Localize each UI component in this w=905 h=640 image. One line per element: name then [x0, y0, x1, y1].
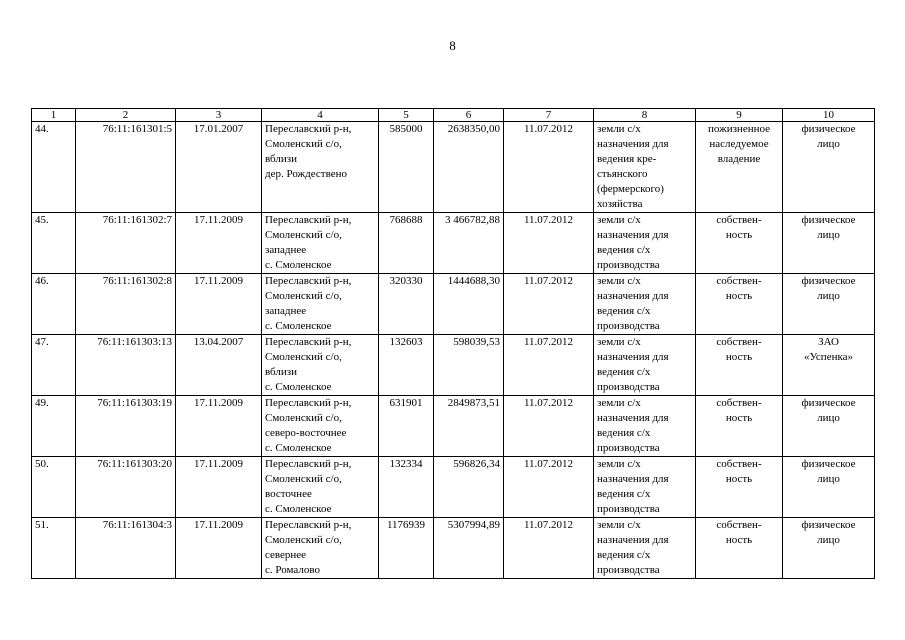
cell-line: владение — [717, 153, 761, 165]
cell-right — [696, 396, 783, 457]
cell-line: Переславский р-н, — [265, 123, 352, 135]
cell-line: назначения для — [597, 412, 669, 424]
cell-right — [696, 274, 783, 335]
cell-value: 598039,53 — [434, 335, 504, 396]
cell-value: 1444688,30 — [434, 274, 504, 335]
cell-line: западнее — [265, 305, 307, 317]
cell-line: производства — [597, 320, 660, 332]
cell-cadastral: 76:11:161303:13 — [76, 335, 176, 396]
cell-line: лицо — [817, 229, 840, 241]
cell-no: 44. — [32, 122, 76, 213]
cell-date: 17.11.2009 — [176, 457, 262, 518]
cell-line: ведения с/х — [597, 549, 651, 561]
cell-line: стьянского — [597, 168, 648, 180]
cell-line: лицо — [817, 290, 840, 302]
cell-line: производства — [597, 503, 660, 515]
cell-location — [262, 335, 379, 396]
page-number: 8 — [449, 38, 456, 53]
cell-line: ведения с/х — [597, 244, 651, 256]
cell-line: ность — [725, 351, 753, 363]
cell-line: собствен- — [716, 214, 762, 226]
cell-line: с. Смоленское — [265, 503, 332, 515]
cell-category — [594, 457, 696, 518]
cell-line: Переславский р-н, — [265, 519, 352, 531]
cell-holder — [783, 518, 875, 579]
cell-line: лицо — [817, 138, 840, 150]
cell-line: собствен- — [716, 397, 762, 409]
table-row — [32, 335, 875, 396]
cell-line: северо-восточнее — [265, 427, 347, 439]
cell-line: ведения с/х — [597, 427, 651, 439]
cell-holder — [783, 213, 875, 274]
cell-no: 49. — [32, 396, 76, 457]
cell-reg-date: 11.07.2012 — [504, 213, 594, 274]
cell-line: лицо — [817, 473, 840, 485]
table-row — [32, 274, 875, 335]
cell-cadastral: 76:11:161303:19 — [76, 396, 176, 457]
cell-line: Переславский р-н, — [265, 275, 352, 287]
cell-line: Переславский р-н, — [265, 214, 352, 226]
cell-line: ность — [725, 290, 753, 302]
cell-line: Смоленский с/о, — [265, 229, 342, 241]
cell-cadastral: 76:11:161302:8 — [76, 274, 176, 335]
cell-date: 13.04.2007 — [176, 335, 262, 396]
column-header: 2 — [76, 109, 176, 122]
header-row — [32, 109, 875, 122]
cell-line: с. Ромалово — [265, 564, 320, 576]
table-row — [32, 518, 875, 579]
cell-area: 768688 — [379, 213, 434, 274]
cell-holder — [783, 335, 875, 396]
cell-category — [594, 213, 696, 274]
cell-line: ность — [725, 473, 753, 485]
cell-right — [696, 335, 783, 396]
cell-line: производства — [597, 259, 660, 271]
cell-line: производства — [597, 442, 660, 454]
cell-area: 631901 — [379, 396, 434, 457]
cell-line: пожизненное — [707, 123, 770, 135]
cell-line: физическое — [801, 123, 856, 135]
cell-line: с. Смоленское — [265, 259, 332, 271]
cell-cadastral: 76:11:161304:3 — [76, 518, 176, 579]
cell-value: 2849873,51 — [434, 396, 504, 457]
cell-reg-date: 11.07.2012 — [504, 457, 594, 518]
cell-no: 45. — [32, 213, 76, 274]
cell-line: Смоленский с/о, — [265, 351, 342, 363]
cell-right — [696, 122, 783, 213]
cell-line: Переславский р-н, — [265, 458, 352, 470]
cell-value: 3 466782,88 — [434, 213, 504, 274]
cell-line: ЗАО — [818, 336, 839, 348]
cell-category — [594, 335, 696, 396]
cell-date: 17.01.2007 — [176, 122, 262, 213]
cell-line: лицо — [817, 534, 840, 546]
cell-line: физическое — [801, 519, 856, 531]
cell-line: назначения для — [597, 534, 669, 546]
cell-location — [262, 518, 379, 579]
table-row — [32, 213, 875, 274]
land-registry-table — [31, 108, 875, 579]
cell-line: ность — [725, 534, 753, 546]
cell-line: земли с/х — [597, 397, 641, 409]
cell-line: Смоленский с/о, — [265, 290, 342, 302]
cell-line: вблизи — [265, 153, 297, 165]
cell-line: назначения для — [597, 473, 669, 485]
cell-no: 50. — [32, 457, 76, 518]
column-header: 9 — [696, 109, 783, 122]
cell-location — [262, 213, 379, 274]
column-header: 3 — [176, 109, 262, 122]
cell-location — [262, 122, 379, 213]
cell-line: Смоленский с/о, — [265, 138, 342, 150]
column-header: 1 — [32, 109, 76, 122]
cell-line: физическое — [801, 397, 856, 409]
column-header: 7 — [504, 109, 594, 122]
cell-line: земли с/х — [597, 336, 641, 348]
cell-line: назначения для — [597, 351, 669, 363]
cell-no: 47. — [32, 335, 76, 396]
cell-cadastral: 76:11:161301:5 — [76, 122, 176, 213]
column-header: 8 — [594, 109, 696, 122]
cell-line: Смоленский с/о, — [265, 534, 342, 546]
cell-holder — [783, 396, 875, 457]
cell-holder — [783, 274, 875, 335]
cell-reg-date: 11.07.2012 — [504, 335, 594, 396]
cell-reg-date: 11.07.2012 — [504, 396, 594, 457]
table-body — [32, 109, 875, 579]
cell-line: ведения кре- — [597, 153, 657, 165]
cell-area: 585000 — [379, 122, 434, 213]
cell-line: севернее — [265, 549, 307, 561]
cell-line: земли с/х — [597, 275, 641, 287]
cell-line: наследуемое — [709, 138, 769, 150]
cell-line: собствен- — [716, 519, 762, 531]
cell-line: земли с/х — [597, 214, 641, 226]
cell-category — [594, 518, 696, 579]
cell-no: 46. — [32, 274, 76, 335]
cell-location — [262, 396, 379, 457]
cell-cadastral: 76:11:161302:7 — [76, 213, 176, 274]
cell-line: дер. Рождествено — [265, 168, 347, 180]
cell-line: западнее — [265, 244, 307, 256]
cell-line: физическое — [801, 214, 856, 226]
cell-line: земли с/х — [597, 458, 641, 470]
column-header: 4 — [262, 109, 379, 122]
column-header: 6 — [434, 109, 504, 122]
cell-line: физическое — [801, 275, 856, 287]
cell-line: ведения с/х — [597, 305, 651, 317]
table-row — [32, 457, 875, 518]
cell-value: 5307994,89 — [434, 518, 504, 579]
cell-date: 17.11.2009 — [176, 518, 262, 579]
cell-no: 51. — [32, 518, 76, 579]
cell-line: собствен- — [716, 336, 762, 348]
cell-line: земли с/х — [597, 123, 641, 135]
cell-category — [594, 274, 696, 335]
cell-line: физическое — [801, 458, 856, 470]
cell-area: 1176939 — [379, 518, 434, 579]
cell-reg-date: 11.07.2012 — [504, 122, 594, 213]
cell-right — [696, 457, 783, 518]
column-header: 10 — [783, 109, 875, 122]
cell-line: собствен- — [716, 458, 762, 470]
cell-holder — [783, 122, 875, 213]
cell-line: ведения с/х — [597, 488, 651, 500]
cell-line: Смоленский с/о, — [265, 412, 342, 424]
cell-line: восточнее — [265, 488, 312, 500]
cell-line: «Успенка» — [803, 351, 854, 363]
cell-category — [594, 122, 696, 213]
cell-line: назначения для — [597, 138, 669, 150]
cell-line: вблизи — [265, 366, 297, 378]
cell-date: 17.11.2009 — [176, 213, 262, 274]
cell-line: хозяйства — [597, 198, 643, 210]
cell-line: с. Смоленское — [265, 381, 332, 393]
cell-line: Переславский р-н, — [265, 397, 352, 409]
cell-line: Смоленский с/о, — [265, 473, 342, 485]
cell-line: земли с/х — [597, 519, 641, 531]
cell-line: назначения для — [597, 290, 669, 302]
cell-area: 132334 — [379, 457, 434, 518]
cell-line: ведения с/х — [597, 366, 651, 378]
cell-category — [594, 396, 696, 457]
cell-line: ность — [725, 412, 753, 424]
cell-date: 17.11.2009 — [176, 274, 262, 335]
cell-line: с. Смоленское — [265, 320, 332, 332]
cell-cadastral: 76:11:161303:20 — [76, 457, 176, 518]
cell-line: производства — [597, 381, 660, 393]
cell-line: ность — [725, 229, 753, 241]
column-header: 5 — [379, 109, 434, 122]
table-row — [32, 396, 875, 457]
cell-reg-date: 11.07.2012 — [504, 274, 594, 335]
cell-line: собствен- — [716, 275, 762, 287]
cell-line: (фермерского) — [597, 183, 664, 195]
cell-line: производства — [597, 564, 660, 576]
cell-value: 2638350,00 — [434, 122, 504, 213]
cell-holder — [783, 457, 875, 518]
cell-date: 17.11.2009 — [176, 396, 262, 457]
table-row — [32, 122, 875, 213]
cell-value: 596826,34 — [434, 457, 504, 518]
cell-location — [262, 274, 379, 335]
cell-line: лицо — [817, 412, 840, 424]
cell-line: с. Смоленское — [265, 442, 332, 454]
cell-reg-date: 11.07.2012 — [504, 518, 594, 579]
cell-line: Переславский р-н, — [265, 336, 352, 348]
cell-right — [696, 518, 783, 579]
cell-right — [696, 213, 783, 274]
cell-area: 132603 — [379, 335, 434, 396]
cell-line: назначения для — [597, 229, 669, 241]
cell-area: 320330 — [379, 274, 434, 335]
cell-location — [262, 457, 379, 518]
